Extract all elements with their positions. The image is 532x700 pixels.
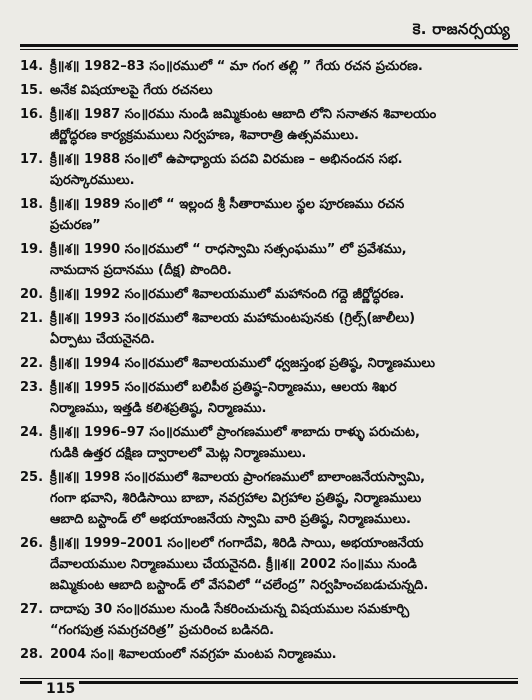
item-text [50,104,518,146]
list-item [20,239,518,281]
item-text-line: జమ్మికుంట ఆబాది బస్టాండ్ లో వేసవిలో “చలేంద్ర” నిర్వహించబడుచున్నది. [50,578,429,593]
item-text-line: క్రీ॥శ॥ 1988 సం॥లో ఉపాధ్యాయ పదవి విరమణ – అభినందన సభ. [50,152,403,167]
item-number: 26. [20,536,44,551]
item-text [50,422,518,464]
item-number: 28. [20,647,44,662]
running-header-author: కె. రాజనర్సయ్య [412,20,510,38]
item-number: 16. [20,107,44,122]
item-text [50,284,518,305]
item-text [50,377,518,419]
item-text-line: నామదాన ప్రదానము (దీక్ష) పొందిరి. [50,263,232,278]
item-text-line: క్రీ॥శ॥ 1999–2001 సం॥లలో గంగాదేవి, శిరిడి సాయి, అభయాంజనేయ [50,536,424,551]
item-text-line: 2004 సం॥ శివాలయంలో నవగ్రహ మంటప నిర్మాణము. [50,647,337,662]
item-text-line: క్రీ॥శ॥ 1996–97 సం॥రములో ప్రాంగణములో శాబాదు రాళ్ళు పరుచుట, [50,425,420,440]
item-text-line: జీర్ణోద్ధరణ కార్యక్రమములు నిర్వహణ, శివారాత్రి ఉత్సవములు. [50,128,359,143]
list-item [20,80,518,101]
list-item [20,422,518,464]
item-text-line: క్రీ॥శ॥ 1994 సం॥రములో శివాలయములో ధ్వజస్తంభ ప్రతిష్ఠ, నిర్మాణములు [50,356,435,371]
item-number: 22. [20,356,44,371]
item-number: 15. [20,83,44,98]
item-number: 27. [20,602,44,617]
item-text [50,56,518,77]
page-header [0,0,532,44]
item-text-line: క్రీ॥శ॥ 1982–83 సం॥రములో “ మా గంగ తల్లి ” గేయ రచన ప్రచురణ. [50,59,423,74]
item-number: 23. [20,380,44,395]
item-text [50,353,518,374]
list-item [20,104,518,146]
item-text [50,308,518,350]
item-number: 19. [20,242,44,257]
item-number: 24. [20,425,44,440]
item-text [50,194,518,236]
item-text [50,644,518,665]
item-number: 20. [20,287,44,302]
list-item [20,56,518,77]
item-text-line: క్రీ॥శ॥ 1990 సం॥రములో “ రాధస్వామి సత్సంఘము” లో ప్రవేశము, [50,242,407,257]
list-item [20,194,518,236]
item-text-line: గుడికి ఉత్తర దక్షిణ ద్వారాలలో మెట్ల నిర్మాణములు. [50,446,307,461]
item-text [50,80,518,101]
item-text-line: దేవాలయముల నిర్మాణములు చేయనైనది. క్రీ॥శ॥ 2002 సం॥ము నుండి [50,557,417,572]
list-item [20,149,518,191]
item-text-line: దాదాపు 30 సం॥రముల నుండి సేకరించుచున్న విషయముల సమకూర్చి [50,602,410,617]
list-item [20,353,518,374]
item-text-line: ఆబాది బస్టాండ్ లో అభయాంజనేయ స్వామి వారి ప్రతిష్ఠ, నిర్మాణములు. [50,512,411,527]
list-item [20,377,518,419]
item-text-line: ఏర్పాటు చేయనైనది. [50,332,155,347]
footer-rule [20,678,518,684]
item-text-line: క్రీ॥శ॥ 1998 సం॥రములో శివాలయ ప్రాంగణములో బాలాంజనేయస్వామి, [50,470,426,485]
item-text [50,149,518,191]
item-number: 25. [20,470,44,485]
item-number: 14. [20,59,44,74]
header-rule [20,44,518,50]
item-text-line: క్రీ॥శ॥ 1992 సం॥రములో శివాలయములో మహానంది గద్దె జీర్ణోద్ధరణ. [50,287,405,302]
item-number: 18. [20,197,44,212]
item-text-line: అనేక విషయాలపై గేయ రచనలు [50,83,213,98]
item-text-line: క్రీ॥శ॥ 1993 సం॥రములో శివాలయ మహామంటపునకు (గ్రిల్స్(జాలీలు) [50,311,416,326]
item-text-line: క్రీ॥శ॥ 1995 సం॥రములో బలిపీఠ ప్రతిష్ఠ–నిర్మాణము, ఆలయ శిఖర [50,380,397,395]
item-text [50,239,518,281]
item-number: 21. [20,311,44,326]
item-text-line: ప్రచురణ” [50,218,101,233]
page-number: 115 [42,681,79,697]
list-item [20,467,518,530]
item-text-line: క్రీ॥శ॥ 1989 సం॥లో “ ఇల్లంద శ్రీ సీతారాముల స్థల పూరణము రచన [50,197,405,212]
list-item [20,599,518,641]
list-item [20,644,518,665]
item-text-line: క్రీ॥శ॥ 1987 సం॥రము నుండి జమ్మికుంట ఆబాది లోని సనాతన శివాలయం [50,107,437,122]
numbered-list [20,56,518,665]
item-text-line: పురస్కారములు. [50,173,135,188]
list-item [20,284,518,305]
item-number: 17. [20,152,44,167]
list-item [20,533,518,596]
item-text [50,599,518,641]
item-text-line: గంగా భవాని, శిరిడిసాయి బాబా, నవగ్రహాల విగ్రహాల ప్రతిష్ఠ, నిర్మాణములు [50,491,422,506]
item-text-line: “గంగపుత్ర సమగ్రచరిత్ర” ప్రచురించ బడినది. [50,623,275,638]
list-item [20,308,518,350]
item-text-line: నిర్మాణము, ఇత్తడి కలిశప్రతిష్ఠ, నిర్మాణము. [50,401,267,416]
item-text [50,533,518,596]
item-text [50,467,518,530]
